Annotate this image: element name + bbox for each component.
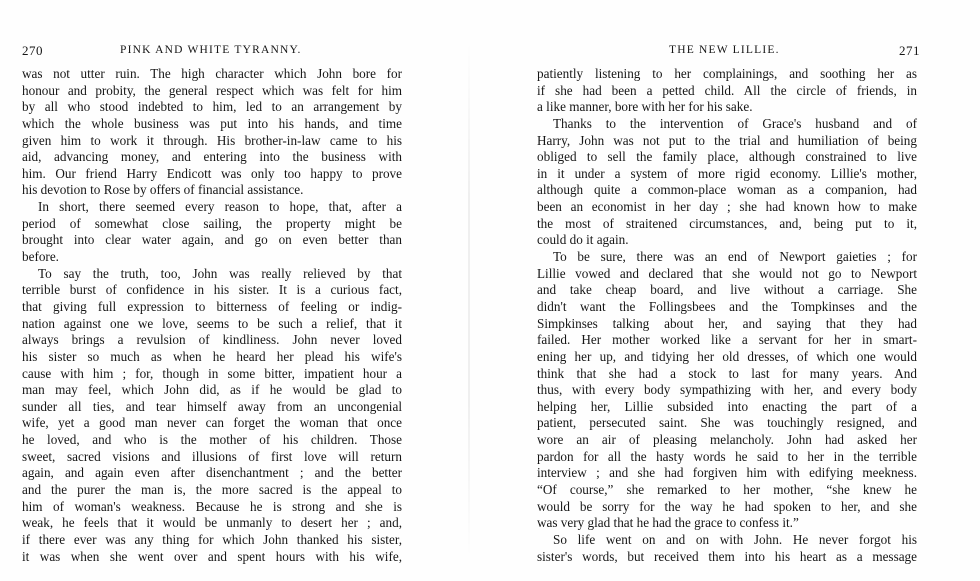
text-line: period of somewhat close sailing, the property might be xyxy=(22,215,402,231)
text-line: he loved, and who is the mother of his children. Those xyxy=(22,432,402,448)
right-page-text xyxy=(537,66,917,565)
text-line: interview ; and she had forgiven him with edifying meekness. xyxy=(537,465,917,481)
text-line: him of woman's weakness. Because he is strong and she is xyxy=(22,498,402,514)
text-line: which the whole business was put into his hands, and time xyxy=(22,115,402,131)
text-line: failed. Her mother worked like a servant for her in smart- xyxy=(537,332,917,348)
text-line: weak, he feels that it would be unmanly to desert her ; and, xyxy=(22,515,402,531)
text-line: if she had been a petted child. All the circle of friends, in xyxy=(537,82,917,98)
text-line: Lillie vowed and declared that she would not go to Newport xyxy=(537,265,917,281)
text-line: was very glad that he had the grace to confess it.” xyxy=(537,515,799,531)
text-line: a like manner, bore with her for his sake. xyxy=(537,99,753,115)
text-line: sister's words, but received them into his heart as a message xyxy=(537,548,917,564)
running-head: THE NEW LILLIE. xyxy=(669,44,780,56)
text-line: didn't want the Follingsbees and the Tompkinses and the xyxy=(537,298,917,314)
text-line: always brings a revulsion of kindliness. John never loved xyxy=(22,332,402,348)
text-line: brought into clear water again, and go on even better than xyxy=(22,232,402,248)
text-line: “Of course,” she remarked to her mother, “she knew he xyxy=(537,482,917,498)
text-line: although quite a common-place woman as a companion, had xyxy=(537,182,917,198)
text-line: would be sorry for the way he had spoken to her, and she xyxy=(537,498,917,514)
text-line: in it under a system of more rigid economy. Lillie's mother, xyxy=(537,165,917,181)
left-page-text xyxy=(22,66,402,565)
text-line: To be sure, there was an end of Newport gaieties ; for xyxy=(553,249,917,265)
running-head: PINK AND WHITE TYRANNY. xyxy=(120,44,302,56)
text-line: given him to work it through. His brother-in-law came to his xyxy=(22,132,402,148)
right-page-header xyxy=(537,43,920,59)
text-line: Simpkinses talking about her, and saying that they had xyxy=(537,315,917,331)
text-line: wore an air of pleasing melancholy. John had asked her xyxy=(537,432,917,448)
text-line: To say the truth, too, John was really relieved by that xyxy=(38,265,402,281)
text-line: was not utter ruin. The high character which John bore for xyxy=(22,66,402,81)
text-line: So life went on and on with John. He never forgot his xyxy=(553,531,917,547)
text-line: In short, there seemed every reason to hope, that, after a xyxy=(38,199,402,215)
text-line: ening her up, and tidying her old dresses, of which one would xyxy=(537,348,917,364)
text-line: again, and again even after disenchantment ; and the better xyxy=(22,465,402,481)
text-line: his devotion to Rose by offers of financial assistance. xyxy=(22,182,304,198)
text-line: that giving full expression to bitterness of feeling or indig- xyxy=(22,298,402,314)
text-line: and the purer the man is, the more sacred is the appeal to xyxy=(22,482,402,498)
text-line: cause with him ; for, though in some bitter, impatient hour a xyxy=(22,365,402,381)
text-line: helping her, Lillie subsided into enacting the part of a xyxy=(537,398,917,414)
text-line: honour and probity, the general respect which was felt for him xyxy=(22,82,402,98)
text-line: aid, advancing money, and entering into the business with xyxy=(22,149,402,165)
page-number: 271 xyxy=(899,43,920,58)
text-line: his sister so much as when he heard her plead his wife's xyxy=(22,348,402,364)
left-page-header xyxy=(22,43,402,59)
text-line: Harry, John was not put to the trial and humiliation of being xyxy=(537,132,917,148)
text-line: patiently listening to her complainings, and soothing her as xyxy=(537,66,917,81)
page-gutter xyxy=(468,40,470,560)
text-line: nation against one we love, seems to be such a relief, that it xyxy=(22,315,402,331)
text-line: obliged to sell the family place, although constrained to live xyxy=(537,149,917,165)
text-line: man may feel, which John did, as if he would be glad to xyxy=(22,382,402,398)
text-line: think that she had a stock to last for many years. And xyxy=(537,365,917,381)
text-line: sunder all ties, and tear himself away from an uncongenial xyxy=(22,398,402,414)
page-number: 270 xyxy=(22,43,43,58)
text-line: pardon for all the hasty words he said to her in the terrible xyxy=(537,448,917,464)
text-line: by all who stood indebted to him, led to an arrangement by xyxy=(22,99,402,115)
text-line: and take cheap board, and live without a carriage. She xyxy=(537,282,917,298)
text-line: been an economist in her day ; she had known how to make xyxy=(537,199,917,215)
text-line: him. Our friend Harry Endicott was only too happy to prove xyxy=(22,165,402,181)
text-line: terrible burst of confidence in his sister. It is a curious fact, xyxy=(22,282,402,298)
text-line: wife, yet a good man never can forget the woman that once xyxy=(22,415,402,431)
text-line: before. xyxy=(22,249,59,265)
text-line: if there ever was any thing for which John thanked his sister, xyxy=(22,531,402,547)
text-line: could do it again. xyxy=(537,232,629,248)
text-line: sweet, sacred visions and illusions of first love will return xyxy=(22,448,402,464)
text-line: thus, with every body sympathizing with her, and every body xyxy=(537,382,917,398)
text-line: Thanks to the intervention of Grace's husband and of xyxy=(553,115,917,131)
text-line: it was when she went over and spent hours with his wife, xyxy=(22,548,402,564)
text-line: patient, persecuted saint. She was touchingly resigned, and xyxy=(537,415,917,431)
text-line: the most of straitened circumstances, and, being put to it, xyxy=(537,215,917,231)
